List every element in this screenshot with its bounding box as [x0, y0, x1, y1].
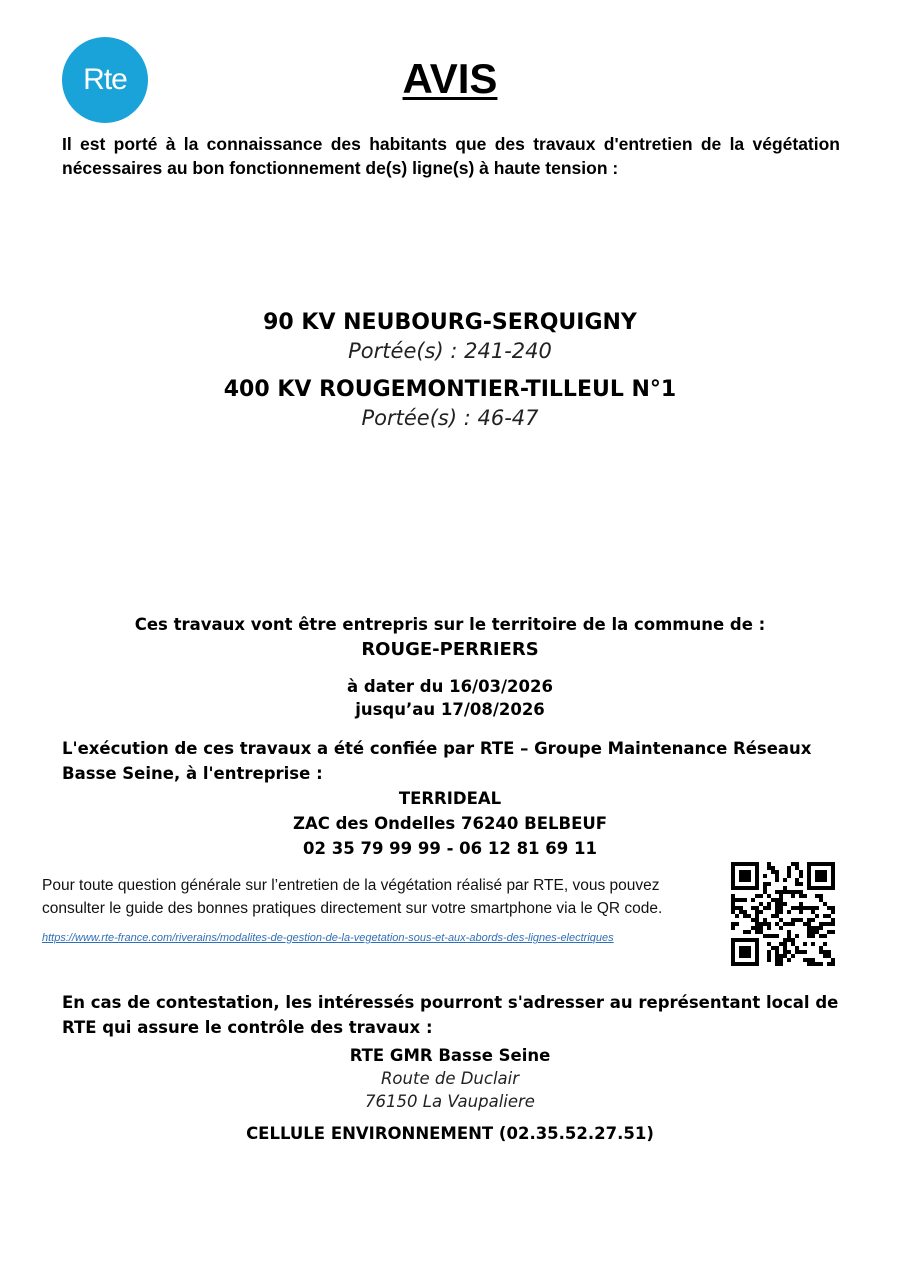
- contractor-address: ZAC des Ondelles 76240 BELBEUF: [292, 814, 608, 833]
- line-name-2: 400 KV ROUGEMONTIER-TILLEUL N°1: [223, 377, 677, 402]
- commune-name: ROUGE-PERRIERS: [361, 639, 539, 660]
- execution-text: L'exécution de ces travaux a été confiée par RTE – Groupe Maintenance Réseaux Basse Seine, à l'entreprise :: [62, 739, 812, 783]
- intro-text: Il est porté à la connaissance des habitants que des travaux d'entretien de la végétation nécessaires au bon fonctionnement de(s) ligne(s) à haute tension :: [62, 134, 840, 178]
- local-rep-name: RTE GMR Basse Seine: [349, 1046, 551, 1065]
- page-title: AVIS: [402, 55, 498, 102]
- line-name-1: 90 KV NEUBOURG-SERQUIGNY: [263, 310, 637, 335]
- local-rep-city: 76150 La Vaupaliere: [365, 1092, 535, 1111]
- line-spans-2: Portée(s) : 46-47: [361, 406, 539, 430]
- line-spans-1: Portée(s) : 241-240: [348, 339, 552, 363]
- contractor-phones: 02 35 79 99 99 - 06 12 81 69 11: [303, 839, 597, 858]
- commune-lead: Ces travaux vont être entrepris sur le territoire de la commune de :: [134, 615, 766, 634]
- qr-code-icon[interactable]: [731, 862, 835, 966]
- contractor-name: TERRIDEAL: [398, 789, 502, 808]
- rte-logo-text: Rte: [83, 63, 127, 96]
- local-rep-street: Route de Duclair: [380, 1069, 520, 1088]
- cellule-environnement: CELLULE ENVIRONNEMENT (02.35.52.27.51): [246, 1124, 654, 1143]
- date-from: à dater du 16/03/2026: [347, 677, 553, 696]
- date-to: jusqu’au 17/08/2026: [355, 700, 545, 719]
- guide-text: Pour toute question générale sur l’entretien de la végétation réalisé par RTE, vous pouvez consulter le guide des bonnes pratiques directement sur votre smartphone via le QR code.: [42, 877, 663, 917]
- guide-link[interactable]: https://www.rte-france.com/riverains/modalites-de-gestion-de-la-vegetation-sous-et-aux-abords-des-lignes-electriques: [42, 932, 614, 944]
- contest-text: En cas de contestation, les intéressés pourront s'adresser au représentant local de RTE qui assure le contrôle des travaux :: [62, 993, 839, 1037]
